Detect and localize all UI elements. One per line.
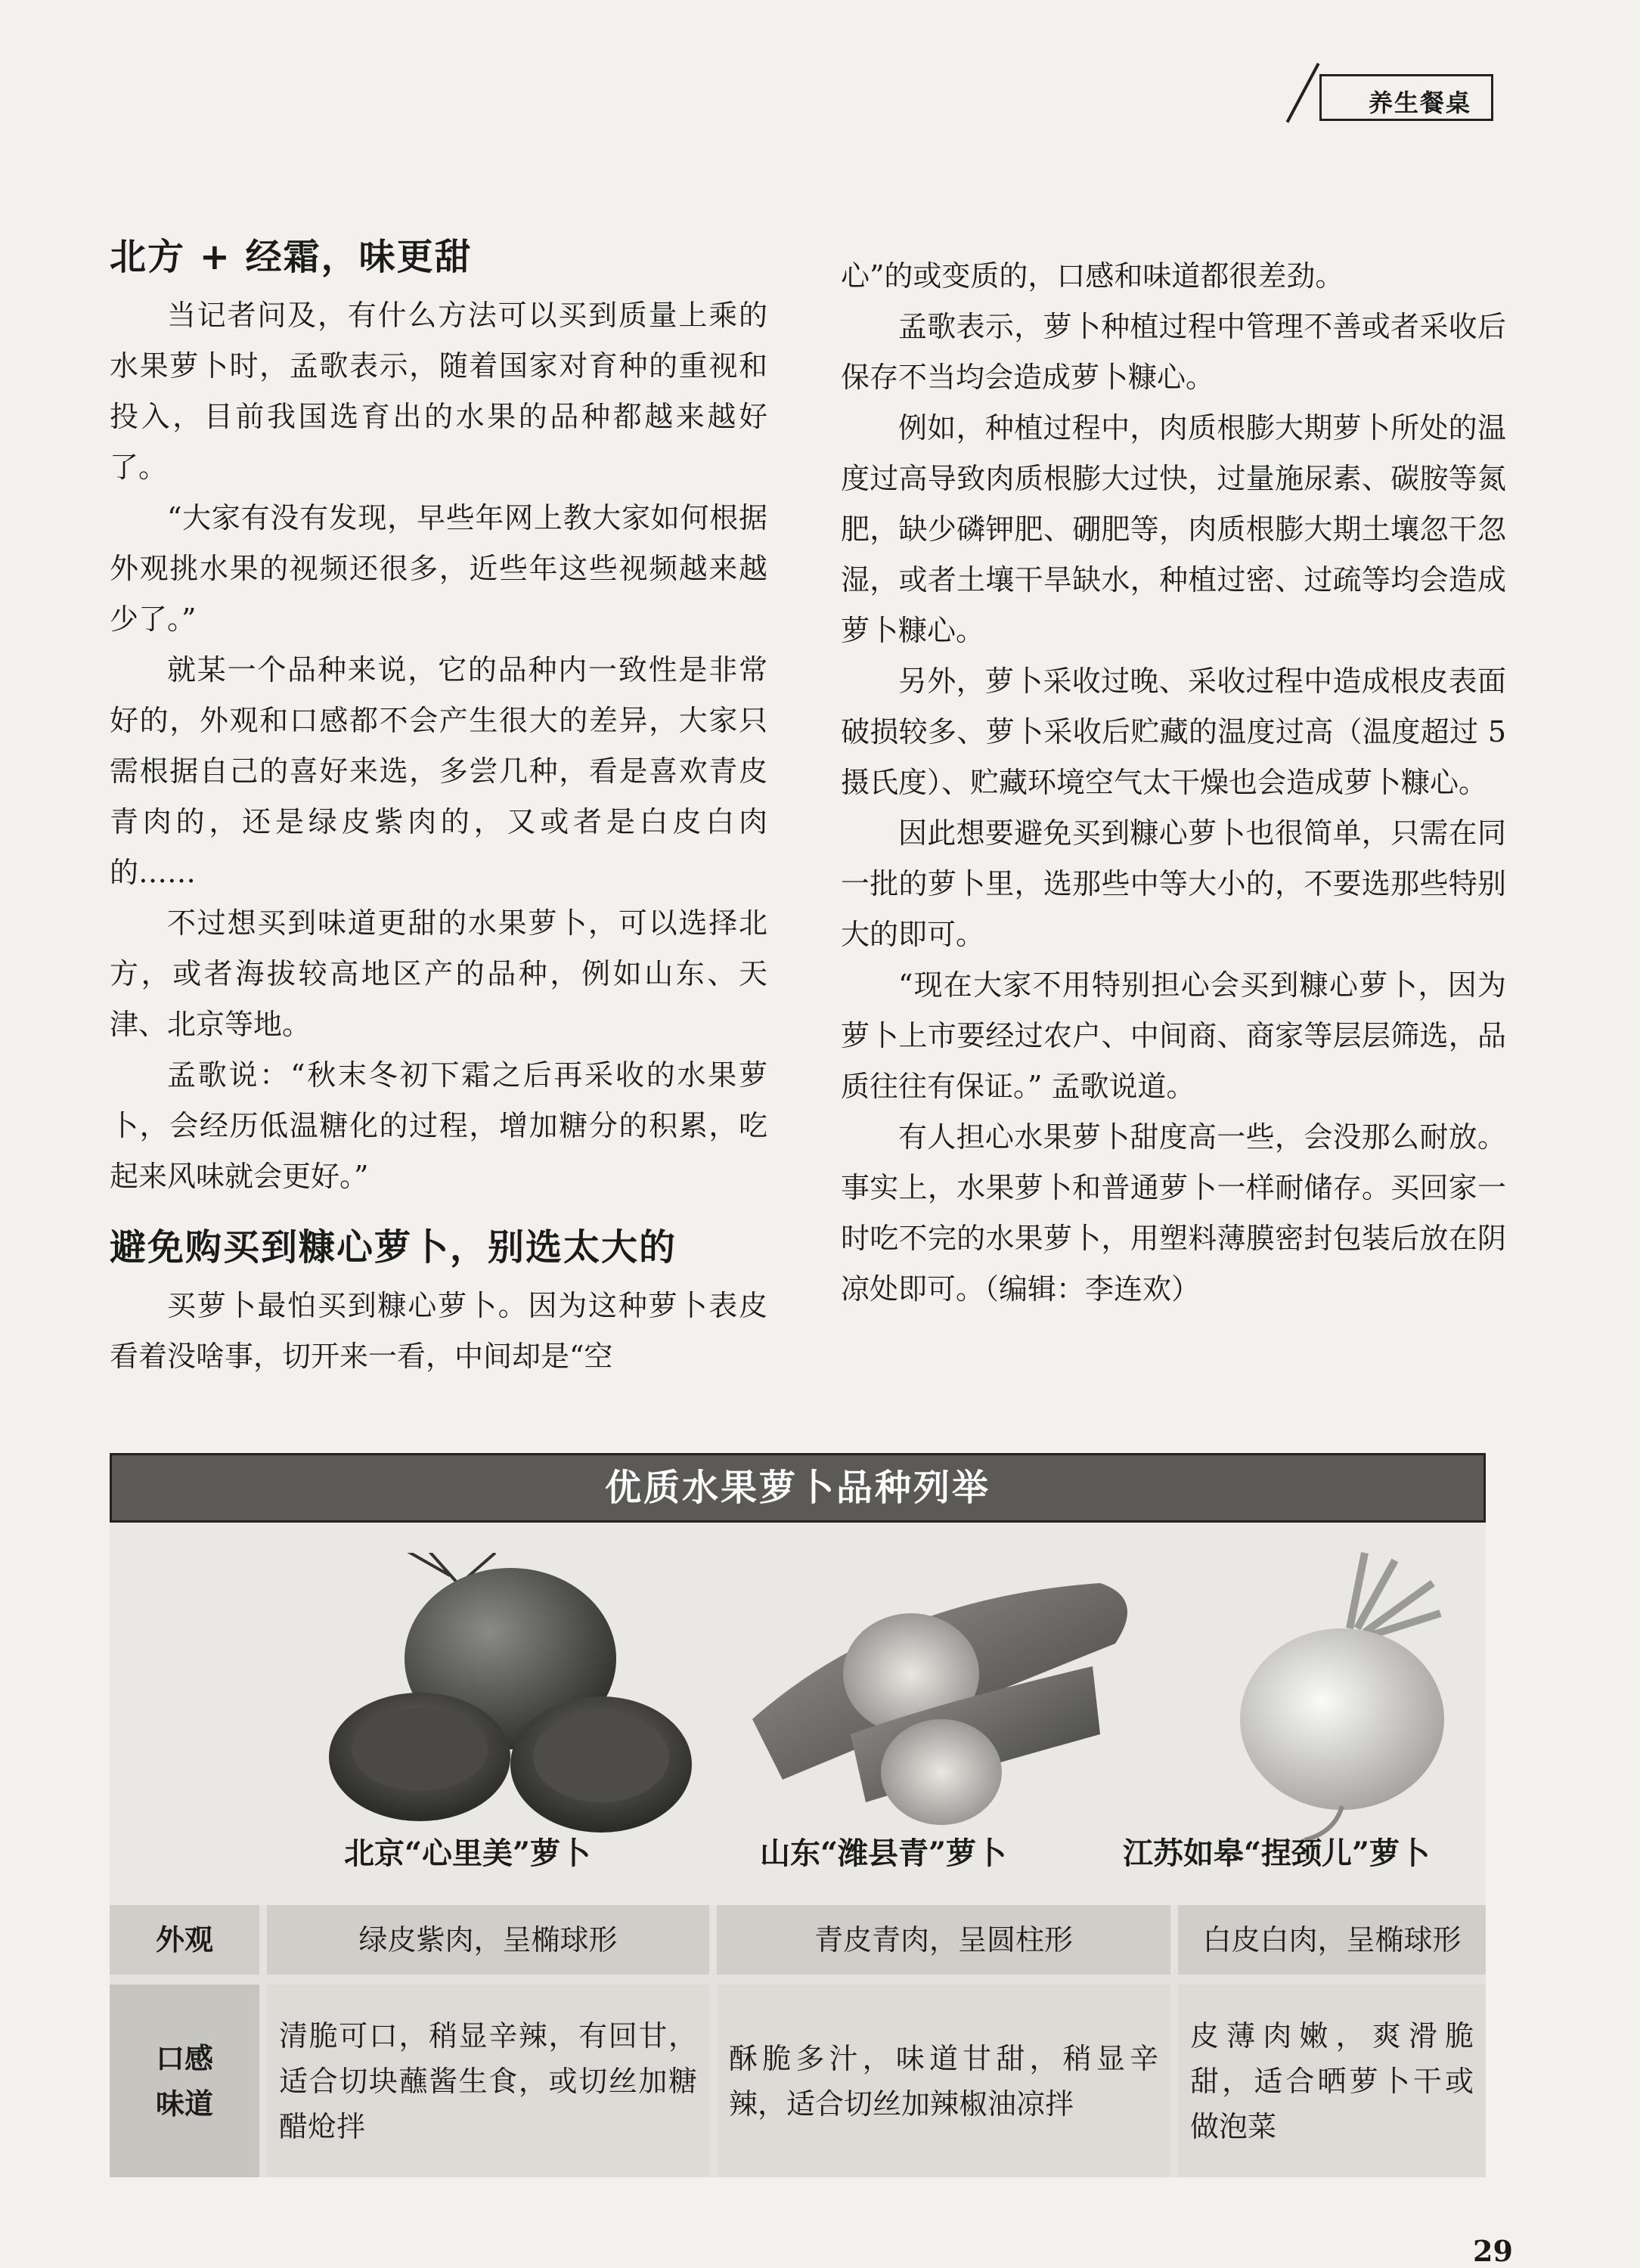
paragraph: 例如，种植过程中，肉质根膨大期萝卜所处的温度过高导致肉质根膨大过快，过量施尿素、碳胺等氮肥，缺少磷钾肥、硼肥等，肉质根膨大期土壤忽干忽湿，或者土壤干旱缺水，种植过密、过疏等均会造成萝卜糠心。 (841, 411, 1506, 647)
paragraph: 买萝卜最怕买到糠心萝卜。因为这种萝卜表皮看着没啥事，切开来一看，中间却是“空 (110, 1289, 767, 1373)
cell-text: 白皮白肉，呈椭球形 (1202, 1923, 1462, 1957)
row-label: 口感味道 (155, 2041, 213, 2121)
variety-name-3: 江苏如皋“捏颈儿”萝卜 (1123, 1836, 1431, 1871)
radish-niejinger-photo (1214, 1538, 1471, 1840)
paragraph: 另外，萝卜采收过晚、采收过程中造成根皮表面破损较多、萝卜采收后贮藏的温度过高（温度超过 5 摄氏度）、贮藏环境空气太干燥也会造成萝卜糠心。 (841, 665, 1506, 799)
variety-name-2: 山东“潍县青”萝卜 (760, 1836, 1007, 1871)
row-label-cell (110, 1905, 259, 1975)
table-row (110, 1984, 1486, 2177)
paragraph: 就某一个品种来说，它的品种内一致性是非常好的，外观和口感都不会产生很大的差异，大家只需根据自己的喜好来选，多尝几种，看是喜欢青皮青肉的，还是绿皮紫肉的，又或者是白皮白肉的…… (110, 653, 767, 889)
paragraph: 有人担心水果萝卜甜度高一些，会没那么耐放。事实上，水果萝卜和普通萝卜一样耐储存。买回家一时吃不完的水果萝卜，用塑料薄膜密封包装后放在阴凉处即可。（编辑：李连欢） (841, 1120, 1506, 1306)
cell-text: 青皮青肉，呈圆柱形 (814, 1923, 1073, 1957)
paragraph: 当记者问及，有什么方法可以买到质量上乘的水果萝卜时，孟歌表示，随着国家对育种的重视和投入，目前我国选育出的水果的品种都越来越好了。 (110, 299, 767, 484)
table-cell (1178, 1905, 1486, 1975)
paragraph: 孟歌表示，萝卜种植过程中管理不善或者采收后保存不当均会造成萝卜糠心。 (841, 310, 1506, 394)
box-title: 优质水果萝卜品种列举 (110, 1453, 1486, 1523)
cell-text: 皮薄肉嫩，爽滑脆甜，适合晒萝卜干或做泡菜 (1190, 2019, 1474, 2143)
paragraph: 孟歌说：“秋末冬初下霜之后再采收的水果萝卜，会经历低温糖化的过程，增加糖分的积累，吃起来风味就会更好。” (110, 1058, 767, 1193)
paragraph: 因此想要避免买到糠心萝卜也很简单，只需在同一批的萝卜里，选那些中等大小的，不要选那些特别大的即可。 (841, 816, 1506, 951)
cell-text: 酥脆多汁，味道甘甜，稍显辛辣，适合切丝加辣椒油凉拌 (729, 2041, 1158, 2121)
table-cell (267, 1905, 709, 1975)
variety-name-1: 北京“心里美”萝卜 (344, 1836, 591, 1871)
tag-slash (1286, 63, 1320, 123)
paragraph: 不过想买到味道更甜的水果萝卜，可以选择北方，或者海拔较高地区产的品种，例如山东、天津、北京等地。 (110, 906, 767, 1041)
section-tag (1319, 74, 1493, 121)
heading-avoid-pithy: 避免购买到糠心萝卜，别选太大的 (110, 1226, 677, 1269)
paragraph: “大家有没有发现，早些年网上教大家如何根据外观挑水果的视频还很多，近些年这些视频越来越少了。” (110, 501, 767, 636)
table-row (110, 1905, 1486, 1975)
right-column (841, 251, 1506, 1315)
paragraph: “现在大家不用特别担心会买到糠心萝卜，因为萝卜上市要经过农户、中间商、商家等层层筛选，品质往往有保证。” 孟歌说道。 (841, 968, 1506, 1103)
row-label: 外观 (155, 1923, 213, 1957)
table-cell (267, 1984, 709, 2177)
variety-table (110, 1905, 1486, 2177)
radish-weixianqing-photo (737, 1553, 1161, 1840)
table-cell (1178, 1984, 1486, 2177)
cell-text: 清脆可口，稍显辛辣，有回甘，适合切块蘸酱生食，或切丝加糖醋炝拌 (279, 2019, 697, 2143)
table-cell (717, 1984, 1170, 2177)
left-column (110, 227, 767, 1382)
heading-north-frost: 北方 + 经霜，味更甜 (110, 236, 473, 278)
section-tag-label: 养生餐桌 (1369, 88, 1472, 117)
row-label-cell (110, 1984, 259, 2177)
page-number: 29 (1473, 2234, 1513, 2268)
cell-text: 绿皮紫肉，呈椭球形 (358, 1923, 618, 1957)
table-cell (717, 1905, 1170, 1975)
paragraph: 心”的或变质的，口感和味道都很差劲。 (841, 259, 1344, 293)
radish-xinlimei-photo (314, 1553, 707, 1840)
